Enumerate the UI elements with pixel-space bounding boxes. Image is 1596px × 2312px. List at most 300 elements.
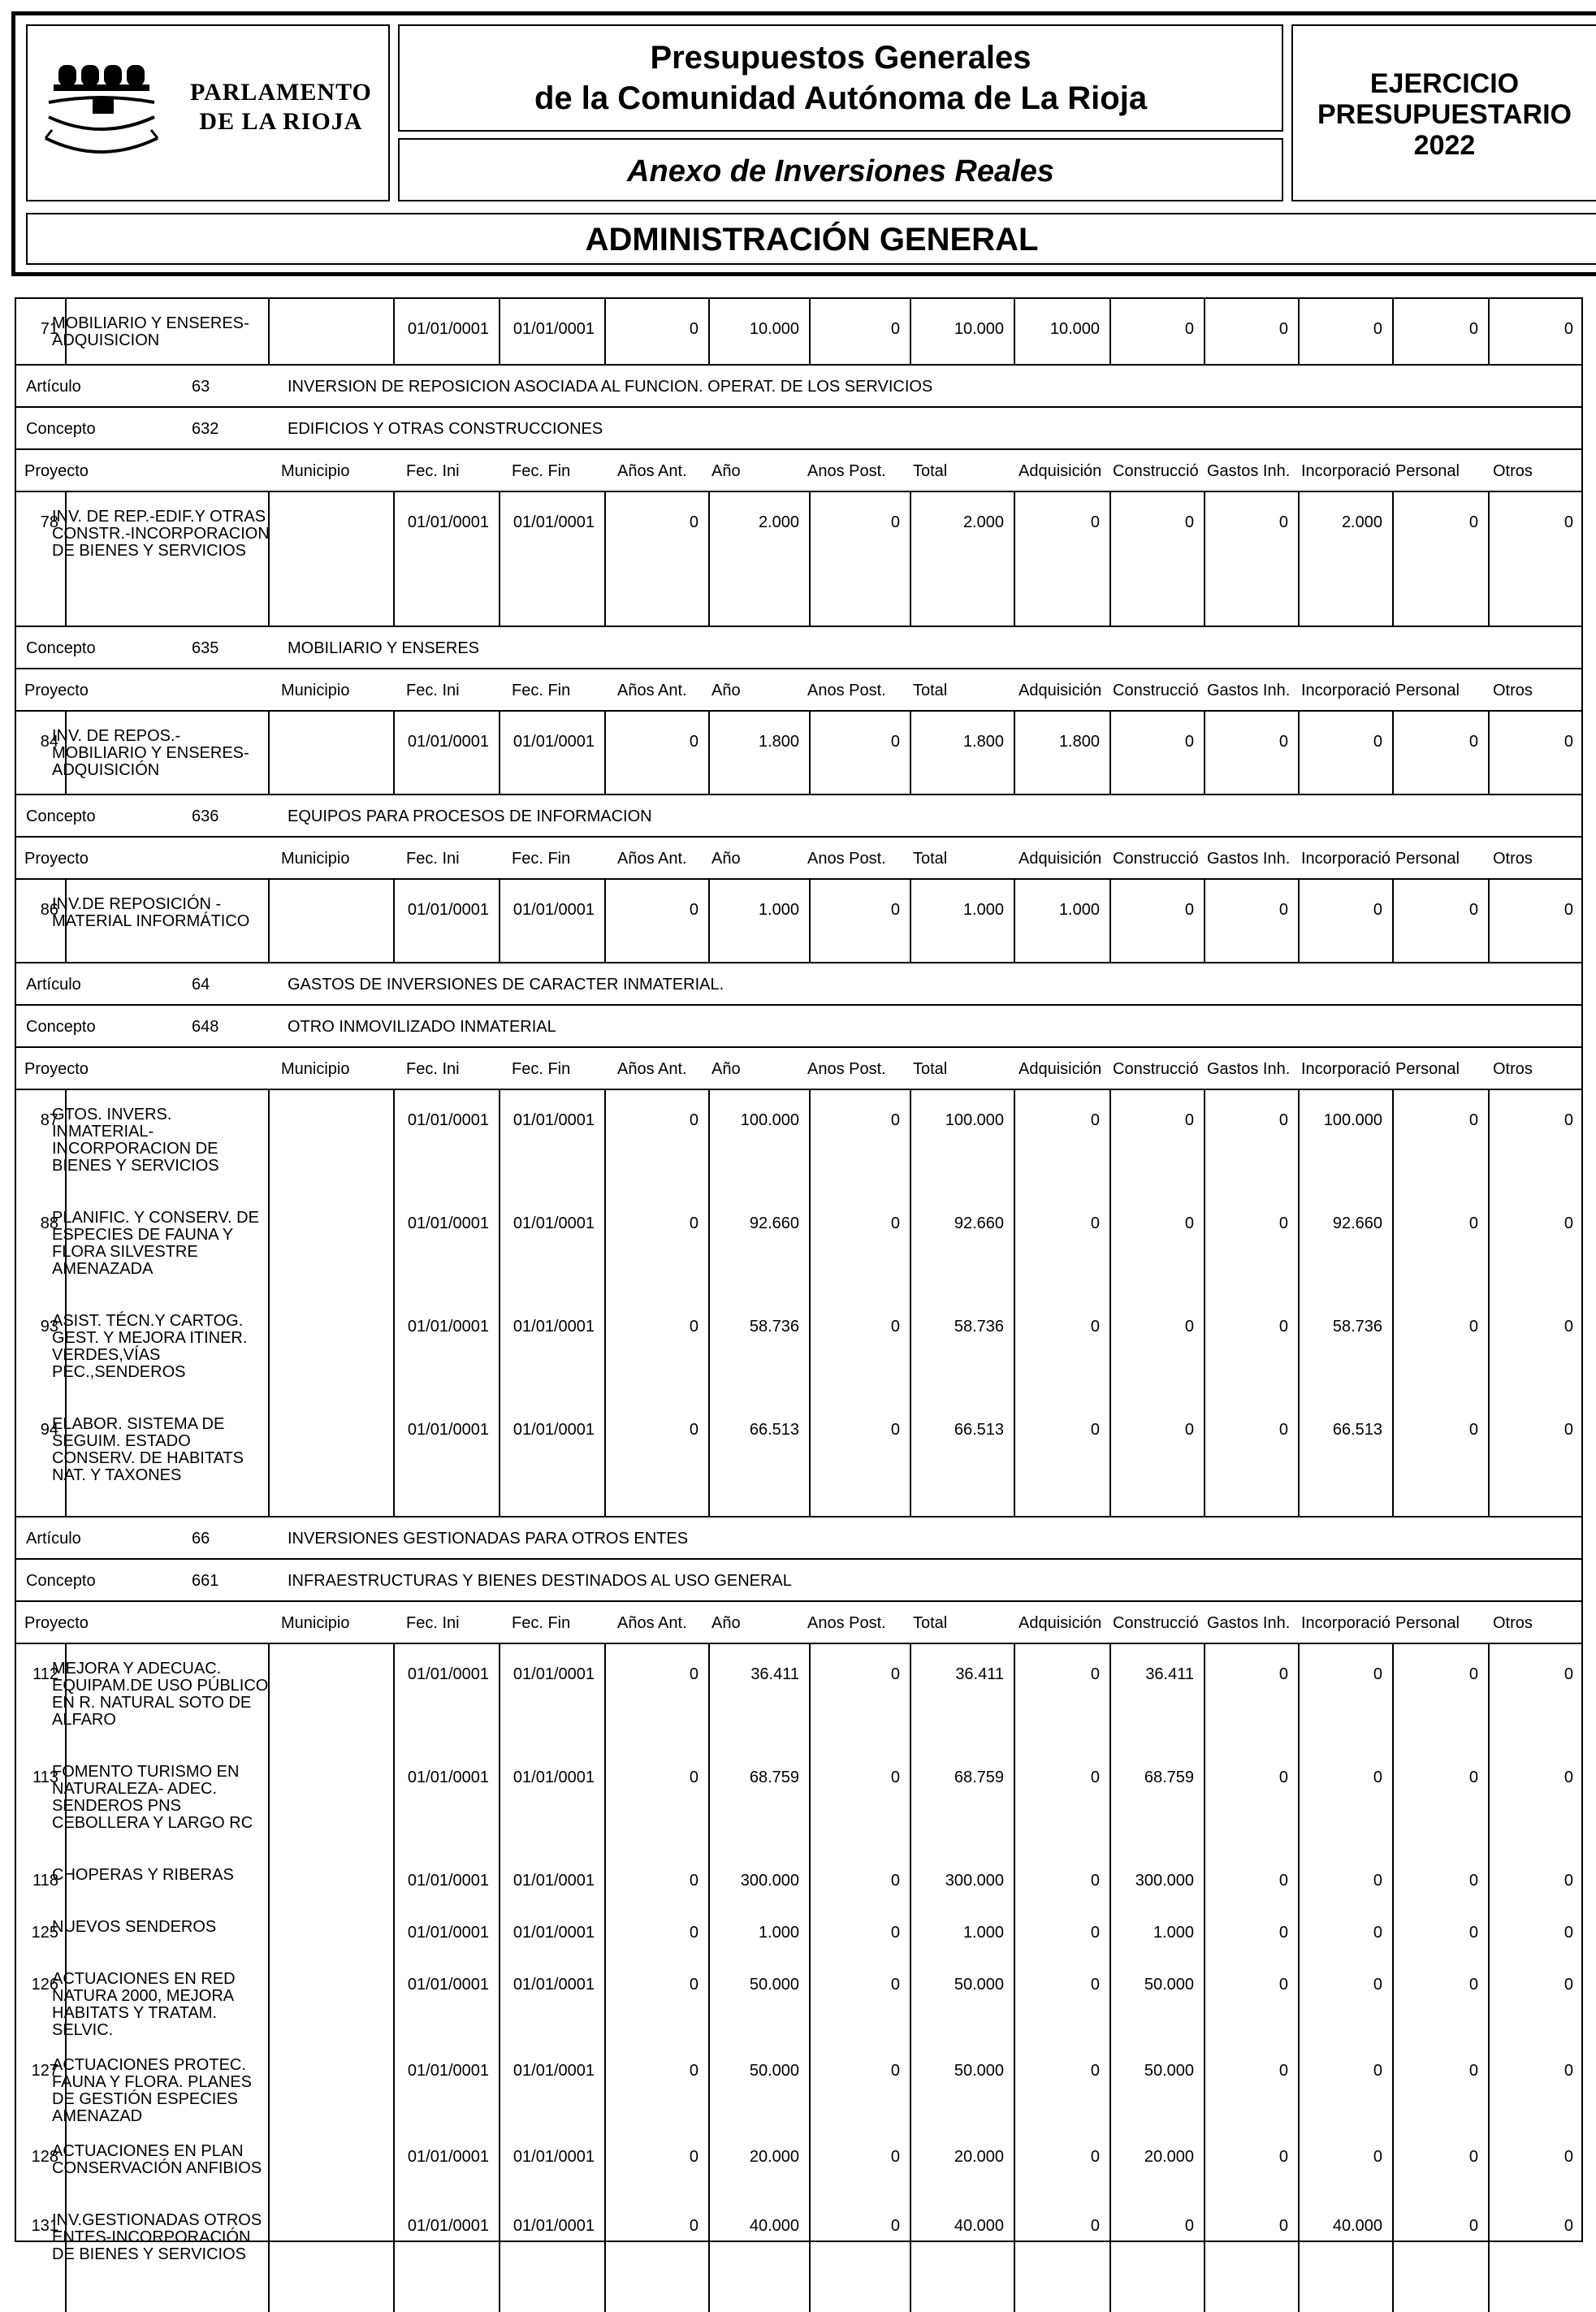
project-anos-ant: 0 (689, 1665, 699, 1683)
column-header: Fec. Ini (406, 1614, 460, 1632)
projects-divider (15, 878, 1583, 880)
project-constr: 0 (1184, 1421, 1194, 1439)
section-kind: Concepto (26, 1018, 96, 1036)
section-row (15, 976, 1583, 995)
column-header: Otros (1493, 1614, 1533, 1632)
project-number: 88 (40, 1214, 58, 1232)
projects-divider (15, 1643, 1583, 1644)
column-header: Fec. Fin (512, 850, 571, 868)
project-constr: 0 (1184, 320, 1194, 338)
column-header: Otros (1493, 462, 1533, 480)
project-ano: 1.800 (758, 733, 799, 751)
column-rule (809, 1089, 811, 1516)
column-rule (1488, 710, 1490, 794)
project-fec-ini: 01/01/0001 (407, 513, 489, 531)
column-rule (1109, 491, 1111, 626)
column-rule (1392, 491, 1394, 626)
project-personal: 0 (1468, 1872, 1478, 1890)
column-rule (1488, 1643, 1490, 2312)
section-code: 64 (192, 976, 210, 994)
column-rule (1488, 1089, 1490, 1516)
project-personal: 0 (1468, 1976, 1478, 1994)
project-fec-ini: 01/01/0001 (407, 1214, 489, 1232)
column-header: Fec. Fin (512, 1060, 571, 1078)
project-fec-fin: 01/01/0001 (513, 2217, 595, 2235)
section-kind: Concepto (26, 420, 96, 438)
project-adq: 0 (1090, 1111, 1100, 1129)
column-rule (1392, 1643, 1394, 2312)
project-description: MEJORA Y ADECUAC. EQUIPAM.DE USO PÚBLICO EN R. NATURAL SOTO DE ALFARO (52, 1660, 269, 1729)
column-header: Adquisición (1019, 1614, 1102, 1632)
project-anos-ant: 0 (689, 2062, 699, 2080)
column-rule (65, 1643, 67, 2312)
project-adq: 0 (1090, 1924, 1100, 1942)
project-description: ACTUACIONES PROTEC. FAUNA Y FLORA. PLANES DE GESTIÓN ESPECIES AMENAZAD (52, 2056, 253, 2125)
section-kind: Artículo (26, 976, 81, 994)
colheader-divider (15, 668, 1583, 669)
colheader-divider (15, 1046, 1583, 1048)
project-gastos: 0 (1278, 1872, 1288, 1890)
project-anos-ant: 0 (689, 1318, 699, 1336)
project-number: 126 (31, 1976, 58, 1994)
project-fec-ini: 01/01/0001 (407, 1421, 489, 1439)
section-code: 648 (192, 1018, 219, 1036)
project-fec-fin: 01/01/0001 (513, 2148, 595, 2166)
project-fec-ini: 01/01/0001 (407, 1924, 489, 1942)
section-kind: Concepto (26, 1572, 96, 1590)
project-anos-post: 0 (890, 1976, 900, 1994)
project-incorp: 0 (1373, 733, 1382, 751)
column-rule (268, 710, 270, 794)
column-header: Municipio (281, 850, 350, 868)
project-otros: 0 (1564, 513, 1573, 531)
column-header: Anos Post. (807, 1614, 886, 1632)
column-rule (910, 878, 911, 962)
column-rule (1204, 297, 1205, 364)
project-anos-post: 0 (890, 2062, 900, 2080)
column-rule (708, 1089, 710, 1516)
column-rule (1204, 878, 1205, 962)
project-number: 127 (31, 2062, 58, 2080)
section-divider (15, 1516, 1583, 1518)
project-gastos: 0 (1278, 1924, 1288, 1942)
project-otros: 0 (1564, 901, 1573, 919)
column-header: Años Ant. (617, 850, 687, 868)
project-number: 71 (40, 320, 58, 338)
project-anos-post: 0 (890, 1214, 900, 1232)
column-rule (604, 1089, 606, 1516)
project-incorp: 0 (1373, 1769, 1382, 1786)
project-ano: 66.513 (749, 1421, 799, 1439)
column-header: Incorporació (1301, 850, 1391, 868)
column-rule (708, 1643, 710, 2312)
section-label: EQUIPOS PARA PROCESOS DE INFORMACION (288, 807, 652, 825)
column-rule (393, 491, 395, 626)
annex-box (398, 138, 1283, 201)
project-constr: 20.000 (1144, 2148, 1194, 2166)
project-personal: 0 (1468, 1924, 1478, 1942)
ejercicio-label (1293, 68, 1596, 161)
column-header: Otros (1493, 682, 1533, 699)
project-number: 78 (40, 513, 58, 531)
project-adq: 0 (1090, 2217, 1100, 2235)
project-incorp: 0 (1373, 320, 1382, 338)
project-total: 92.660 (954, 1214, 1004, 1232)
column-rule (1392, 1089, 1394, 1516)
column-rule (268, 1089, 270, 1516)
colheader-divider (15, 836, 1583, 838)
project-total: 68.759 (954, 1769, 1004, 1786)
project-fec-ini: 01/01/0001 (407, 1318, 489, 1336)
project-fec-ini: 01/01/0001 (407, 1872, 489, 1890)
project-description: MOBILIARIO Y ENSERES-ADQUISICION (52, 314, 249, 349)
project-description: INV. DE REP.-EDIF.Y OTRAS CONSTR.-INCORPORACION DE BIENES Y SERVICIOS (52, 508, 270, 560)
column-rule (499, 710, 500, 794)
project-description: INV.GESTIONADAS OTROS ENTES-INCORPORACIÓN DE BIENES Y SERVICIOS (52, 2211, 262, 2263)
column-rule (604, 878, 606, 962)
column-header: Adquisición (1019, 462, 1102, 480)
project-otros: 0 (1564, 1924, 1573, 1942)
project-incorp: 100.000 (1323, 1111, 1382, 1129)
project-fec-fin: 01/01/0001 (513, 733, 595, 751)
column-header: Municipio (281, 1060, 350, 1078)
column-rule (393, 710, 395, 794)
project-fec-fin: 01/01/0001 (513, 1421, 595, 1439)
section-row (15, 378, 1583, 397)
column-rule (1392, 710, 1394, 794)
column-header: Fec. Ini (406, 1060, 460, 1078)
column-header: Anos Post. (807, 1060, 886, 1078)
parlamento-name (190, 78, 372, 136)
column-rule (65, 491, 67, 626)
column-rule (1298, 1643, 1300, 2312)
column-rule (1014, 297, 1015, 364)
project-adq: 0 (1090, 1214, 1100, 1232)
projects-divider (15, 710, 1583, 712)
column-rule (1488, 491, 1490, 626)
column-header: Año (711, 1614, 741, 1632)
column-rule (1014, 710, 1015, 794)
project-adq: 10.000 (1049, 320, 1100, 338)
column-rule (809, 710, 811, 794)
project-fec-ini: 01/01/0001 (407, 320, 489, 338)
project-ano: 50.000 (749, 1976, 799, 1994)
project-fec-ini: 01/01/0001 (407, 1111, 489, 1129)
column-header: Incorporació (1301, 1614, 1391, 1632)
column-header: Municipio (281, 462, 350, 480)
project-ano: 300.000 (740, 1872, 799, 1890)
project-number: 128 (31, 2148, 58, 2166)
project-anos-post: 0 (890, 513, 900, 531)
column-rule (910, 1089, 911, 1516)
column-header: Anos Post. (807, 682, 886, 699)
column-rule (604, 297, 606, 364)
project-ano: 100.000 (740, 1111, 799, 1129)
section-code: 63 (192, 378, 210, 396)
project-number: 112 (32, 1665, 58, 1683)
column-rule (809, 878, 811, 962)
project-personal: 0 (1468, 2148, 1478, 2166)
column-rule (1488, 878, 1490, 962)
section-divider (15, 1558, 1583, 1560)
column-header: Total (913, 850, 948, 868)
project-total: 300.000 (945, 1872, 1004, 1890)
column-rule (708, 710, 710, 794)
section-row (15, 807, 1583, 827)
column-rule (1488, 297, 1490, 364)
project-constr: 0 (1184, 1111, 1194, 1129)
project-gastos: 0 (1278, 1214, 1288, 1232)
project-fec-ini: 01/01/0001 (407, 2148, 489, 2166)
project-number: 118 (32, 1872, 58, 1890)
project-gastos: 0 (1278, 1111, 1288, 1129)
project-fec-ini: 01/01/0001 (407, 1976, 489, 1994)
column-header: Construcció (1113, 1060, 1199, 1078)
project-personal: 0 (1468, 1421, 1478, 1439)
project-incorp: 40.000 (1332, 2217, 1382, 2235)
project-otros: 0 (1564, 1111, 1573, 1129)
project-anos-post: 0 (890, 1872, 900, 1890)
project-ano: 36.411 (750, 1665, 799, 1683)
project-fec-fin: 01/01/0001 (513, 2062, 595, 2080)
column-rule (393, 1643, 395, 2312)
project-anos-ant: 0 (689, 1111, 699, 1129)
section-divider (15, 1004, 1583, 1006)
column-rule (65, 878, 67, 962)
column-header: Total (913, 682, 948, 699)
parlamento-logo-icon (44, 60, 182, 166)
project-total: 40.000 (954, 2217, 1004, 2235)
title-line2: de la Comunidad Autónoma de La Rioja (534, 80, 1148, 116)
project-personal: 0 (1468, 2062, 1478, 2080)
column-header: Proyecto (24, 850, 89, 868)
project-anos-ant: 0 (689, 2217, 699, 2235)
project-ano: 68.759 (749, 1769, 799, 1786)
project-gastos: 0 (1278, 1421, 1288, 1439)
project-total: 100.000 (945, 1111, 1004, 1129)
column-header: Año (711, 682, 741, 699)
project-incorp: 0 (1373, 2148, 1382, 2166)
projects-divider (15, 297, 1583, 299)
section-row (15, 1530, 1583, 1549)
project-total: 50.000 (954, 2062, 1004, 2080)
project-description: ASIST. TÉCN.Y CARTOG. GEST. Y MEJORA ITINER. VERDES,VÍAS PEC.,SENDEROS (52, 1312, 248, 1381)
project-fec-fin: 01/01/0001 (513, 1872, 595, 1890)
column-header: Gastos Inh. (1207, 682, 1291, 699)
project-adq: 0 (1090, 1769, 1100, 1786)
project-personal: 0 (1468, 513, 1478, 531)
project-gastos: 0 (1278, 513, 1288, 531)
projects-divider (15, 1089, 1583, 1090)
section-divider (15, 406, 1583, 408)
project-adq: 0 (1090, 1421, 1100, 1439)
column-rule (910, 710, 911, 794)
project-description: INV.DE REPOSICIÓN -MATERIAL INFORMÁTICO (52, 895, 250, 930)
column-rule (393, 297, 395, 364)
project-gastos: 0 (1278, 1769, 1288, 1786)
column-rule (65, 297, 67, 364)
project-gastos: 0 (1278, 1665, 1288, 1683)
column-header: Adquisición (1019, 682, 1102, 699)
column-header: Proyecto (24, 1614, 89, 1632)
project-ano: 92.660 (749, 1214, 799, 1232)
project-anos-post: 0 (890, 1769, 900, 1786)
project-gastos: 0 (1278, 2148, 1288, 2166)
project-constr: 0 (1184, 1318, 1194, 1336)
project-anos-post: 0 (890, 1924, 900, 1942)
project-constr: 68.759 (1144, 1769, 1194, 1786)
project-personal: 0 (1468, 2217, 1478, 2235)
project-fec-fin: 01/01/0001 (513, 1318, 595, 1336)
column-header: Proyecto (24, 1060, 89, 1078)
project-otros: 0 (1564, 2217, 1573, 2235)
column-rule (604, 491, 606, 626)
section-kind: Concepto (26, 807, 96, 825)
column-rule (604, 710, 606, 794)
section-title: ADMINISTRACIÓN GENERAL (585, 222, 1039, 258)
project-anos-ant: 0 (689, 2148, 699, 2166)
project-fec-ini: 01/01/0001 (407, 901, 489, 919)
column-header: Fec. Ini (406, 462, 460, 480)
project-total: 66.513 (954, 1421, 1004, 1439)
project-otros: 0 (1564, 2148, 1573, 2166)
project-constr: 0 (1184, 901, 1194, 919)
section-code: 632 (192, 420, 219, 438)
project-otros: 0 (1564, 1214, 1573, 1232)
column-rule (910, 297, 911, 364)
project-anos-ant: 0 (689, 901, 699, 919)
column-rule (268, 297, 270, 364)
column-header: Años Ant. (617, 462, 687, 480)
column-header: Adquisición (1019, 850, 1102, 868)
project-personal: 0 (1468, 320, 1478, 338)
section-divider (15, 962, 1583, 963)
column-header: Gastos Inh. (1207, 850, 1291, 868)
project-gastos: 0 (1278, 733, 1288, 751)
project-anos-ant: 0 (689, 1872, 699, 1890)
project-number: 131 (31, 2217, 58, 2235)
column-rule (708, 491, 710, 626)
column-header: Fec. Ini (406, 682, 460, 699)
project-incorp: 66.513 (1332, 1421, 1382, 1439)
project-fec-fin: 01/01/0001 (513, 1214, 595, 1232)
project-total: 1.800 (962, 733, 1004, 751)
project-description: PLANIFIC. Y CONSERV. DE ESPECIES DE FAUNA Y FLORA SILVESTRE AMENAZADA (52, 1209, 259, 1278)
column-header: Fec. Fin (512, 1614, 571, 1632)
project-total: 1.000 (962, 901, 1004, 919)
ejercicio-line1: EJERCICIO (1369, 68, 1520, 99)
project-ano: 20.000 (749, 2148, 799, 2166)
column-header: Año (711, 850, 741, 868)
project-anos-ant: 0 (689, 1214, 699, 1232)
column-header: Otros (1493, 1060, 1533, 1078)
project-otros: 0 (1564, 1665, 1573, 1683)
project-fec-fin: 01/01/0001 (513, 901, 595, 919)
project-description: ELABOR. SISTEMA DE SEGUIM. ESTADO CONSERV. DE HABITATS NAT. Y TAXONES (52, 1415, 244, 1484)
project-adq: 0 (1090, 513, 1100, 531)
column-rule (809, 297, 811, 364)
project-fec-ini: 01/01/0001 (407, 2062, 489, 2080)
title-line1: Presupuestos Generales (650, 40, 1032, 76)
project-personal: 0 (1468, 733, 1478, 751)
project-anos-ant: 0 (689, 513, 699, 531)
project-fec-fin: 01/01/0001 (513, 1769, 595, 1786)
project-constr: 0 (1184, 1214, 1194, 1232)
column-rule (809, 491, 811, 626)
column-rule (1204, 710, 1205, 794)
section-row (15, 1018, 1583, 1037)
section-label: GASTOS DE INVERSIONES DE CARACTER INMATERIAL. (288, 976, 724, 994)
section-divider (15, 794, 1583, 795)
project-gastos: 0 (1278, 1976, 1288, 1994)
project-adq: 0 (1090, 1665, 1100, 1683)
project-total: 58.736 (954, 1318, 1004, 1336)
column-rule (910, 491, 911, 626)
column-header: Anos Post. (807, 462, 886, 480)
project-ano: 58.736 (749, 1318, 799, 1336)
project-ano: 50.000 (749, 2062, 799, 2080)
column-rule (1109, 297, 1111, 364)
project-adq: 1.000 (1058, 901, 1100, 919)
colheader-divider (15, 1600, 1583, 1602)
project-incorp: 0 (1373, 2062, 1382, 2080)
ejercicio-box (1291, 24, 1596, 201)
project-personal: 0 (1468, 901, 1478, 919)
section-kind: Artículo (26, 378, 81, 396)
project-fec-ini: 01/01/0001 (407, 1769, 489, 1786)
project-fec-fin: 01/01/0001 (513, 1924, 595, 1942)
project-anos-ant: 0 (689, 1924, 699, 1942)
project-anos-post: 0 (890, 320, 900, 338)
project-number: 87 (40, 1111, 58, 1129)
project-constr: 1.000 (1153, 1924, 1194, 1942)
column-header: Personal (1395, 850, 1460, 868)
project-total: 1.000 (962, 1924, 1004, 1942)
project-description: GTOS. INVERS. INMATERIAL-INCORPORACION DE BIENES Y SERVICIOS (52, 1106, 219, 1175)
project-incorp: 0 (1373, 1665, 1382, 1683)
column-header: Personal (1395, 1060, 1460, 1078)
project-fec-fin: 01/01/0001 (513, 513, 595, 531)
column-header: Adquisición (1019, 1060, 1102, 1078)
project-description: ACTUACIONES EN RED NATURA 2000, MEJORA HABITATS Y TRATAM. SELVIC. (52, 1970, 236, 2039)
column-header: Incorporació (1301, 462, 1391, 480)
section-code: 66 (192, 1530, 210, 1548)
column-header: Gastos Inh. (1207, 1060, 1291, 1078)
project-constr: 0 (1184, 513, 1194, 531)
project-ano: 40.000 (749, 2217, 799, 2235)
project-otros: 0 (1564, 2062, 1573, 2080)
column-header: Construcció (1113, 682, 1199, 699)
project-otros: 0 (1564, 1769, 1573, 1786)
project-adq: 0 (1090, 1872, 1100, 1890)
project-anos-post: 0 (890, 2217, 900, 2235)
project-number: 125 (31, 1924, 58, 1942)
project-anos-post: 0 (890, 1318, 900, 1336)
column-header: Municipio (281, 682, 350, 699)
column-rule (809, 1643, 811, 2312)
document-title (400, 37, 1282, 119)
column-rule (268, 491, 270, 626)
column-header: Año (711, 462, 741, 480)
project-total: 36.411 (955, 1665, 1004, 1683)
section-row (15, 639, 1583, 659)
column-rule (1298, 878, 1300, 962)
project-gastos: 0 (1278, 1318, 1288, 1336)
column-header: Construcció (1113, 850, 1199, 868)
project-anos-ant: 0 (689, 733, 699, 751)
section-code: 636 (192, 807, 219, 825)
section-label: INVERSIONES GESTIONADAS PARA OTROS ENTES (288, 1530, 689, 1548)
